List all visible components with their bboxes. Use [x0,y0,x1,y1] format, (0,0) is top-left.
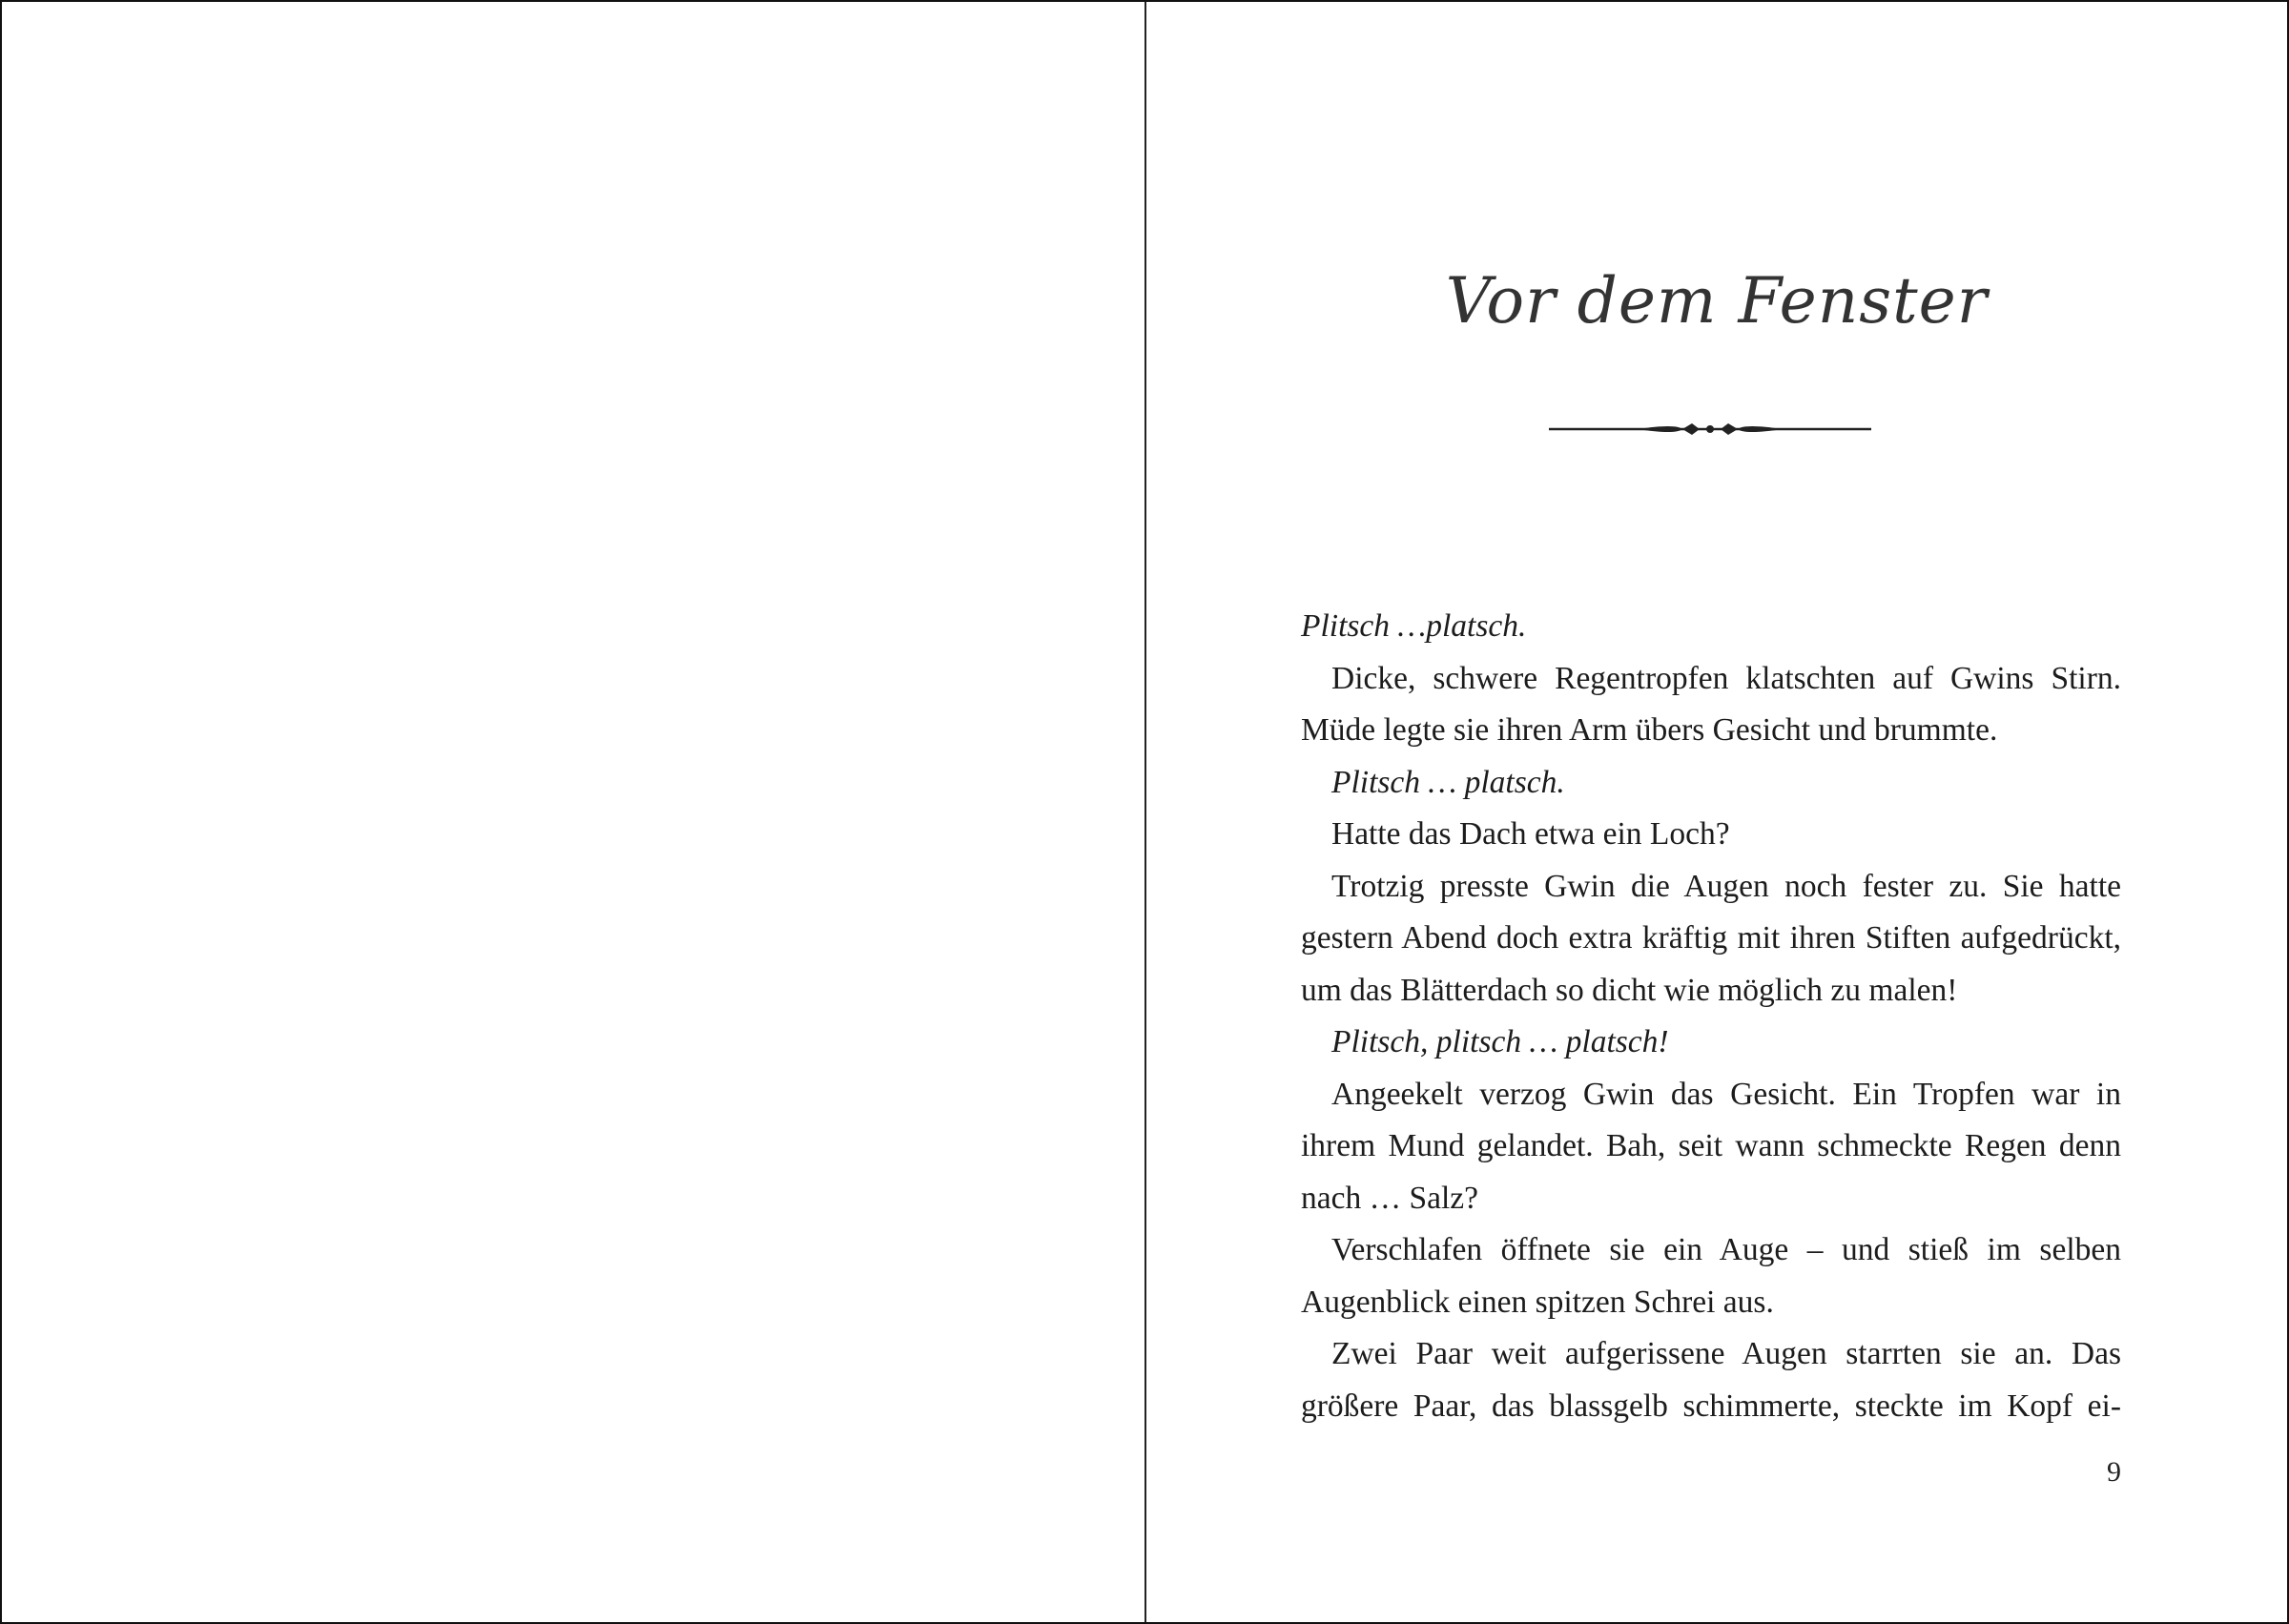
paragraph: Trotzig presste Gwin die Augen noch fester zu. Sie hatte gestern Abend doch extra kräftig mit ihren Stiften aufgedrückt, um das Blätterdach so dicht wie möglich zu malen! [1301,868,2121,1008]
paragraph: Plitsch …platsch. [1301,608,1527,644]
right-page [1146,2,2287,1622]
paragraph: Plitsch, plitsch … platsch! [1331,1024,1669,1059]
ornament-divider-icon [1547,412,1873,446]
page-number: 9 [2107,1456,2121,1488]
chapter-title: Vor dem Fenster [1445,264,1989,338]
paragraph: Dicke, schwere Regentropfen klatschten auf Gwins Stirn. Müde legte sie ihren Arm übers Gesicht und brummte. [1301,660,2121,748]
paragraph: Plitsch … platsch. [1331,764,1565,800]
left-page-blank [2,2,1144,1622]
paragraph: Hatte das Dach etwa ein Loch? [1331,816,1730,852]
body-text [1301,601,2121,1432]
paragraph: Zwei Paar weit aufgerissene Augen starrten sie an. Das größere Paar, das blassgelb schimmerte, steckte im Kopf ei- [1301,1336,2121,1424]
paragraph: Angeekelt verzog Gwin das Gesicht. Ein Tropfen war in ihrem Mund gelandet. Bah, seit wann schmeckte Regen denn nach … Salz? [1301,1076,2121,1216]
paragraph: Verschlafen öffnete sie ein Auge – und stieß im selben Augenblick einen spitzen Schrei aus. [1301,1232,2121,1320]
